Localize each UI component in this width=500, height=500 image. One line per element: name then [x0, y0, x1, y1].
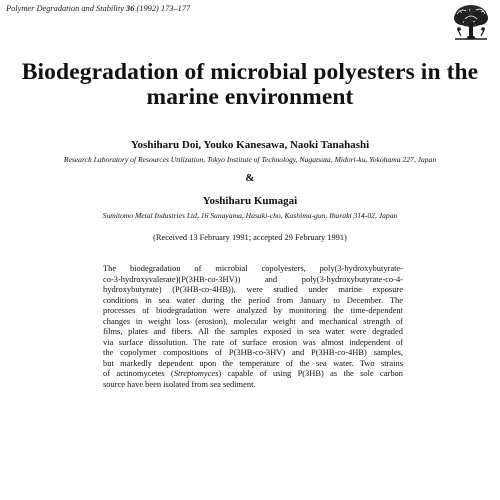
abstract-line: via surface dissolution. The rate of surface erosion was almost independent of [103, 336, 403, 347]
abstract-line: changes in weight loss (erosion), molecular weight and mechanical strength of [103, 315, 403, 326]
abstract-line: processes of biodegradation were analyzed by monitoring the time-dependent [103, 305, 403, 315]
journal-name: Polymer Degradation and Stability [6, 4, 124, 13]
abstract-line: the copolymer compositions of P(3HB-co-3HV) and P(3HB-co-4HB) samples, [103, 347, 403, 357]
author-list-1: Yoshiharu Doi, Youko Kanesawa, Naoki Tanahashi [130, 139, 370, 151]
publisher-tree-logo-icon [451, 2, 491, 42]
abstract-line: conditions in sea water during the period from January to December. The [103, 294, 403, 305]
abstract-line: The biodegradation of microbial copolyesters, poly(3-hydroxybutyrate- [103, 263, 403, 273]
abstract-line: films, plates and fibers. All the samples exposed in sea water were degraded [103, 326, 403, 336]
abstract [103, 263, 403, 389]
abstract-line: hydroxybutyrate) (P(3HB-co-4HB)), were studied under marine exposure [103, 284, 403, 294]
received-dates: (Received 13 February 1991; accepted 29 February 1991) [153, 233, 347, 242]
title-line-1: Biodegradation of microbial polyesters in the [21, 59, 479, 85]
title-line-2: marine environment [146, 84, 354, 110]
affiliation-1: Research Laboratory of Resources Utilization, Tokyo Institute of Technology, Nagatsuta, Midori-ku, Yokohama 227, Japan [63, 155, 437, 164]
journal-citation [6, 4, 190, 13]
author-separator: & [245, 172, 255, 184]
abstract-line: of actinomycetes (Streptomyces) capable of using P(3HB) as the sole carbon [103, 368, 403, 378]
author-list-2: Yoshiharu Kumagai [202, 195, 298, 207]
affiliation-2: Sumitomo Metal Industries Ltd, 16 Sunayama, Hasaki-cho, Kashima-gun, Ibaraki 314-02, Japan [102, 211, 398, 220]
abstract-line: but markedly dependent upon the temperature of the sea water. Two strains [103, 357, 403, 368]
abstract-line: source have been isolated from sea sediment. [103, 378, 256, 389]
paper-title [0, 60, 500, 110]
journal-volume: 36 [126, 4, 135, 13]
journal-year-pages: (1992) 173–177 [136, 4, 191, 13]
abstract-line: co-3-hydroxyvalerate)(P(3HB-co-3HV)) and poly(3-hydroxybutyrate-co-4- [103, 273, 403, 284]
